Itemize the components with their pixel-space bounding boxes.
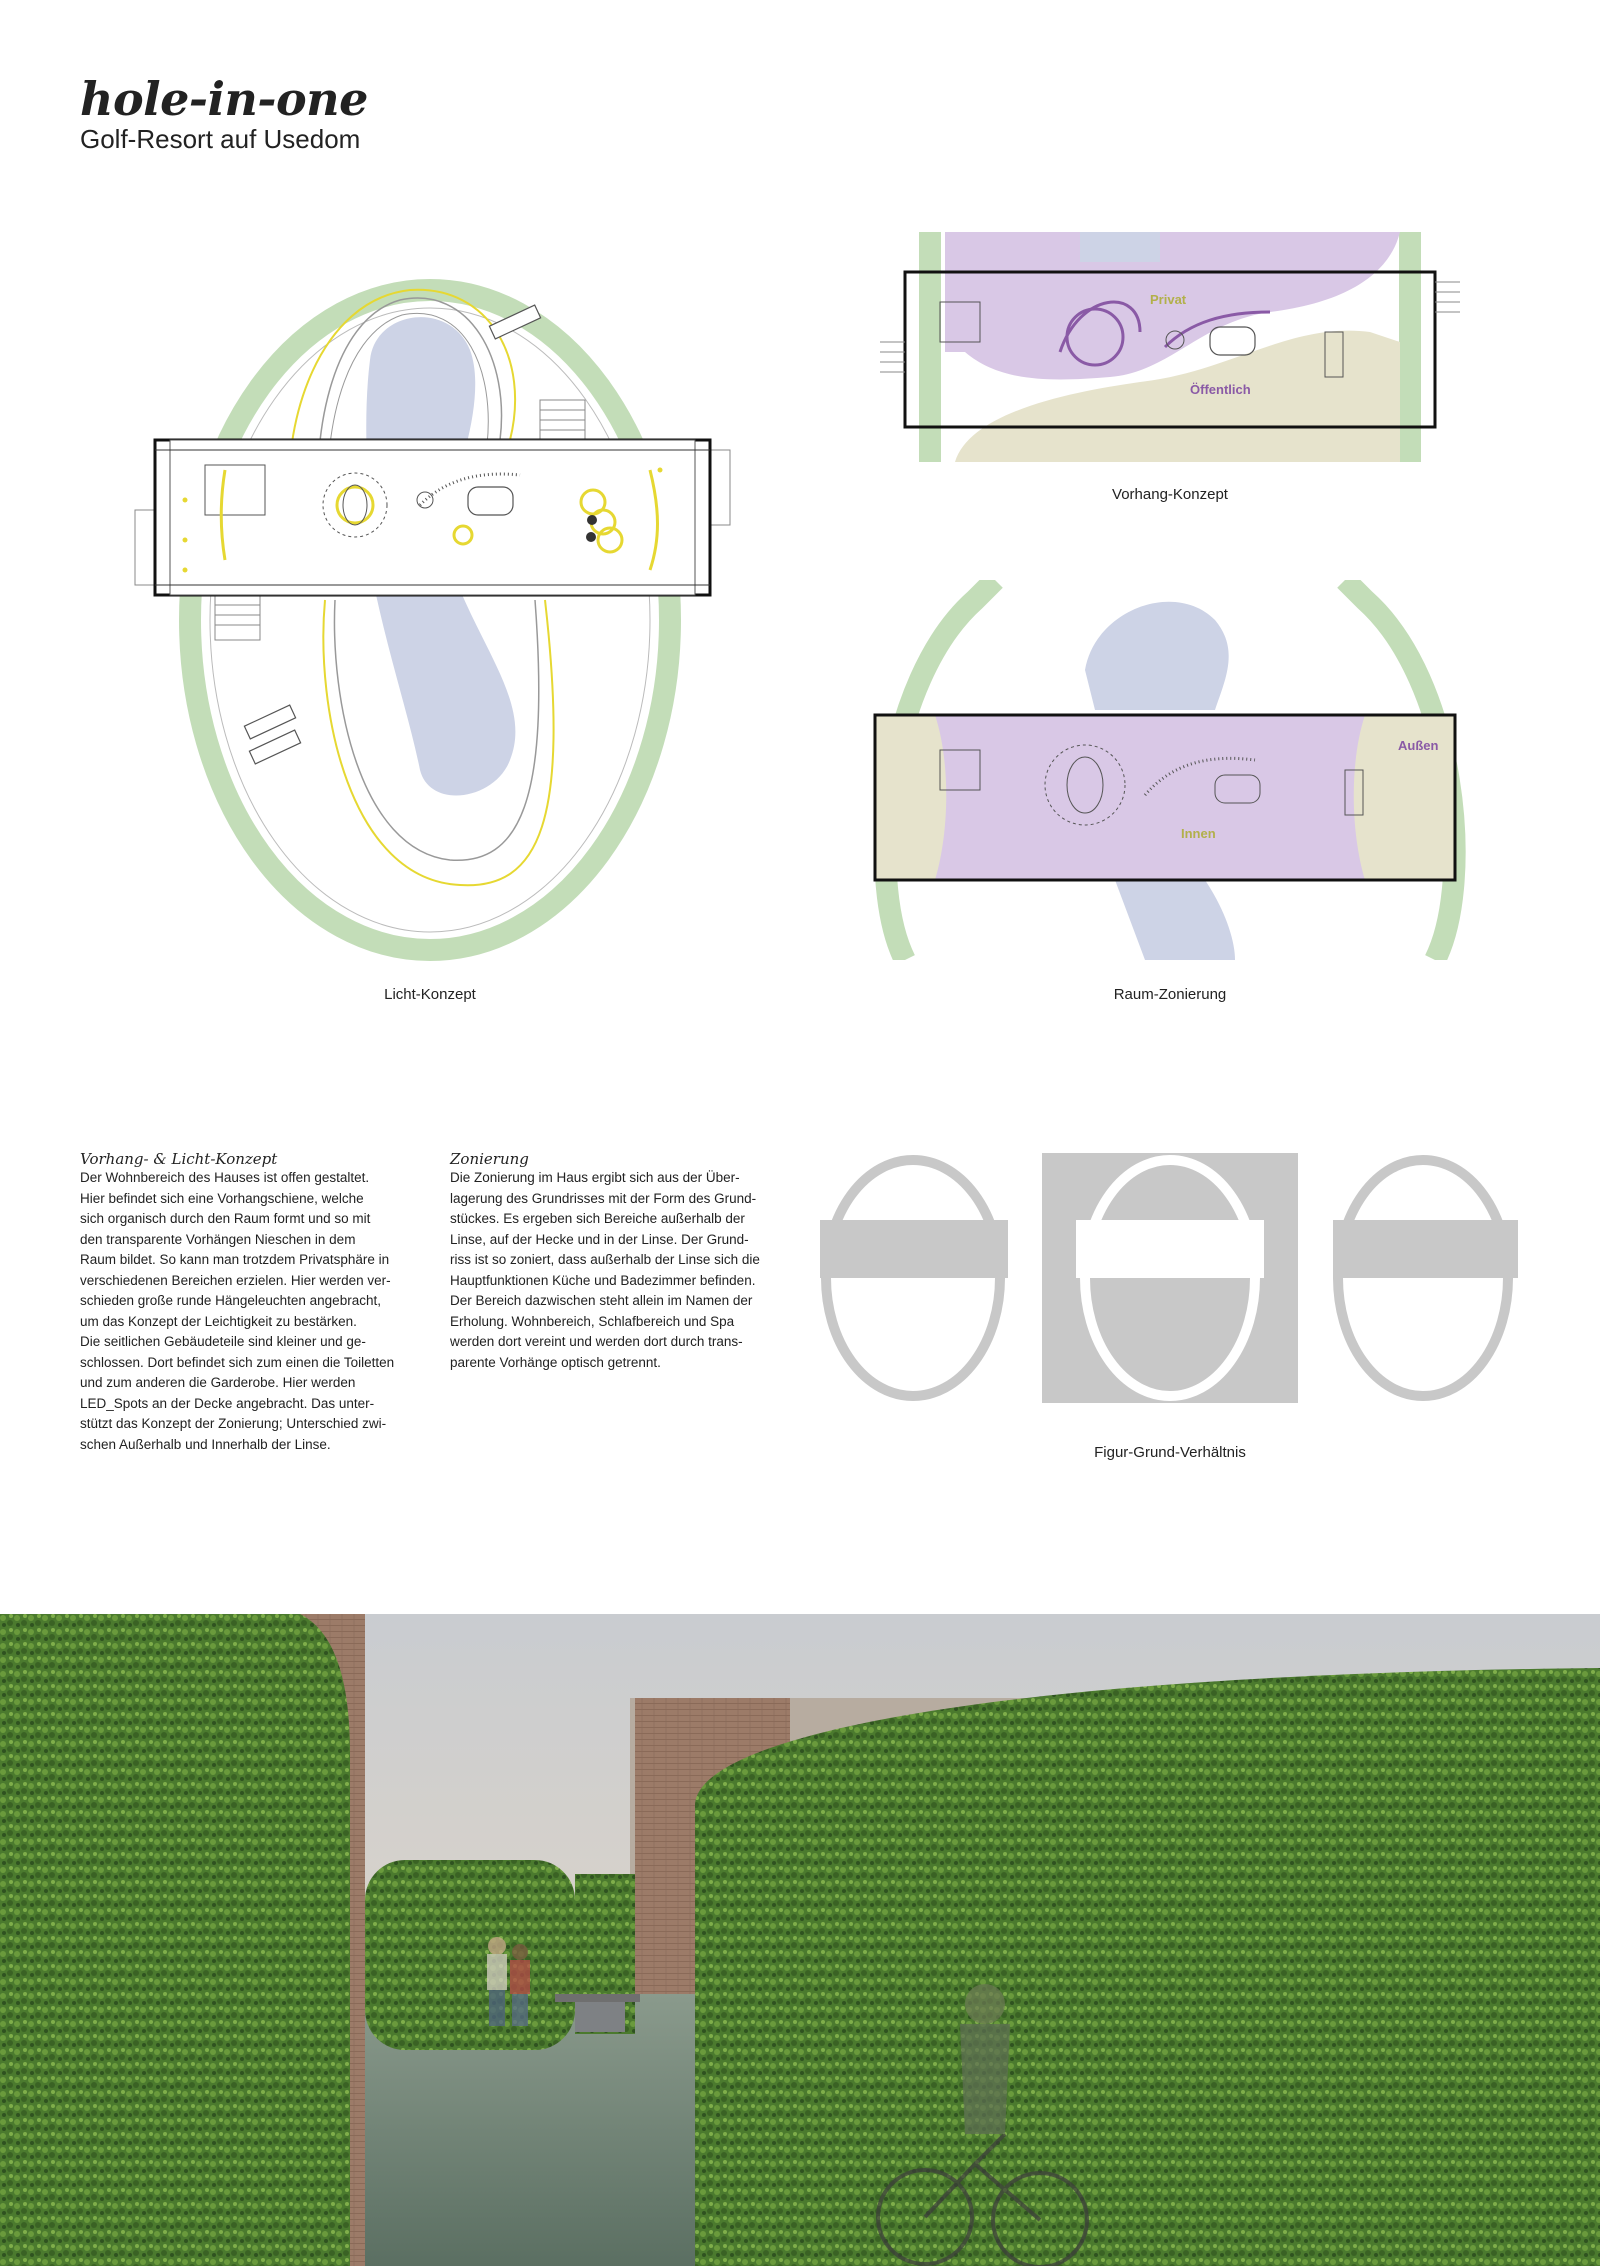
col1-line: den transparente Vorhängen Nieschen in dem [80, 1231, 356, 1247]
building-block-left [820, 1220, 1008, 1278]
zone-aussen-label: Außen [1398, 738, 1439, 753]
col1-line: stützt das Konzept der Zonierung; Unterschied zwi- [80, 1416, 387, 1431]
hedge-distant-left [365, 1860, 575, 2050]
col2-line: Linse, auf der Hecke und in der Linse. Der Grund- [450, 1231, 749, 1247]
zone-privat-label: Privat [1150, 292, 1187, 307]
licht-konzept-caption: Licht-Konzept [384, 986, 476, 1003]
building-block-right [1333, 1220, 1518, 1278]
page-subtitle: Golf-Resort auf Usedom [80, 124, 361, 154]
col2-heading: Zonierung [450, 1150, 529, 1168]
col1-line: um das Konzept der Leichtigkeit zu bestärken. [80, 1313, 357, 1329]
col1-line: und zum anderen die Garderobe. Hier werden [80, 1375, 356, 1390]
rendering-image [0, 1614, 1600, 2266]
col1-line: Raum bildet. So kann man trotzdem Privatsphäre in [80, 1252, 390, 1267]
figur-grund-caption: Figur-Grund-Verhältnis [1094, 1444, 1246, 1461]
col2-line: Erholung. Wohnbereich, Schlafbereich und Spa [450, 1313, 735, 1329]
col1-line: schlossen. Dort befindet sich zum einen die Toiletten [80, 1354, 395, 1370]
col1-line: Hier befindet sich eine Vorhangschiene, welche [80, 1190, 364, 1206]
licht-konzept-plan [130, 240, 740, 970]
col2-line: stückes. Es ergeben sich Bereiche außerhalb der [450, 1211, 745, 1226]
zone-innen-label: Innen [1181, 826, 1216, 841]
zone-innen [935, 715, 1365, 880]
col1-line: Der Wohnbereich des Hauses ist offen gestaltet. [80, 1170, 370, 1185]
pond-lower [375, 590, 515, 795]
col1-line: LED_Spots an der Decke angebracht. Das unter- [80, 1395, 375, 1411]
col1-heading: Vorhang- & Licht-Konzept [80, 1150, 278, 1168]
col2-line: lagerung des Grundrisses mit der Form des Grund- [450, 1190, 757, 1206]
col2-line: werden dort vereint und werden dort durch trans- [450, 1334, 743, 1349]
vorhang-konzept-plan [870, 232, 1470, 462]
col1-line: verschiedenen Bereichen erzielen. Hier werden ver- [80, 1272, 391, 1288]
raum-zonierung-plan [845, 580, 1495, 960]
figur-grund-diagram [818, 1150, 1518, 1410]
text-column-vorhang-licht [80, 1150, 420, 1455]
col2-line: Hauptfunktionen Küche und Badezimmer befinden. [450, 1272, 756, 1288]
zone-oeffentlich-label: Öffentlich [1190, 382, 1251, 397]
col1-line: Die seitlichen Gebäudeteile sind kleiner und ge- [80, 1334, 366, 1349]
col2-line: parente Vorhänge optisch getrennt. [450, 1354, 661, 1370]
hedge-left [0, 1614, 350, 2266]
col1-line: schieden große runde Hängeleuchten angebracht, [80, 1293, 381, 1308]
col2-line: Der Bereich dazwischen steht allein im Namen der [450, 1293, 753, 1308]
vorhang-konzept-caption: Vorhang-Konzept [1112, 486, 1228, 503]
hedge-right [695, 1668, 1600, 2266]
page-title: hole-in-one [80, 72, 368, 126]
col1-line: sich organisch durch den Raum formt und so mit [80, 1211, 371, 1226]
text-column-zonierung [450, 1150, 790, 1373]
col2-line: Die Zonierung im Haus ergibt sich aus der Über- [450, 1170, 740, 1185]
col2-line: riss ist so zoniert, dass außerhalb der Linse sich die [450, 1252, 760, 1267]
raum-zonierung-caption: Raum-Zonierung [1113, 986, 1227, 1003]
col1-line: schen Außerhalb und Innerhalb der Linse. [80, 1436, 331, 1452]
building-block-middle [1076, 1220, 1264, 1278]
